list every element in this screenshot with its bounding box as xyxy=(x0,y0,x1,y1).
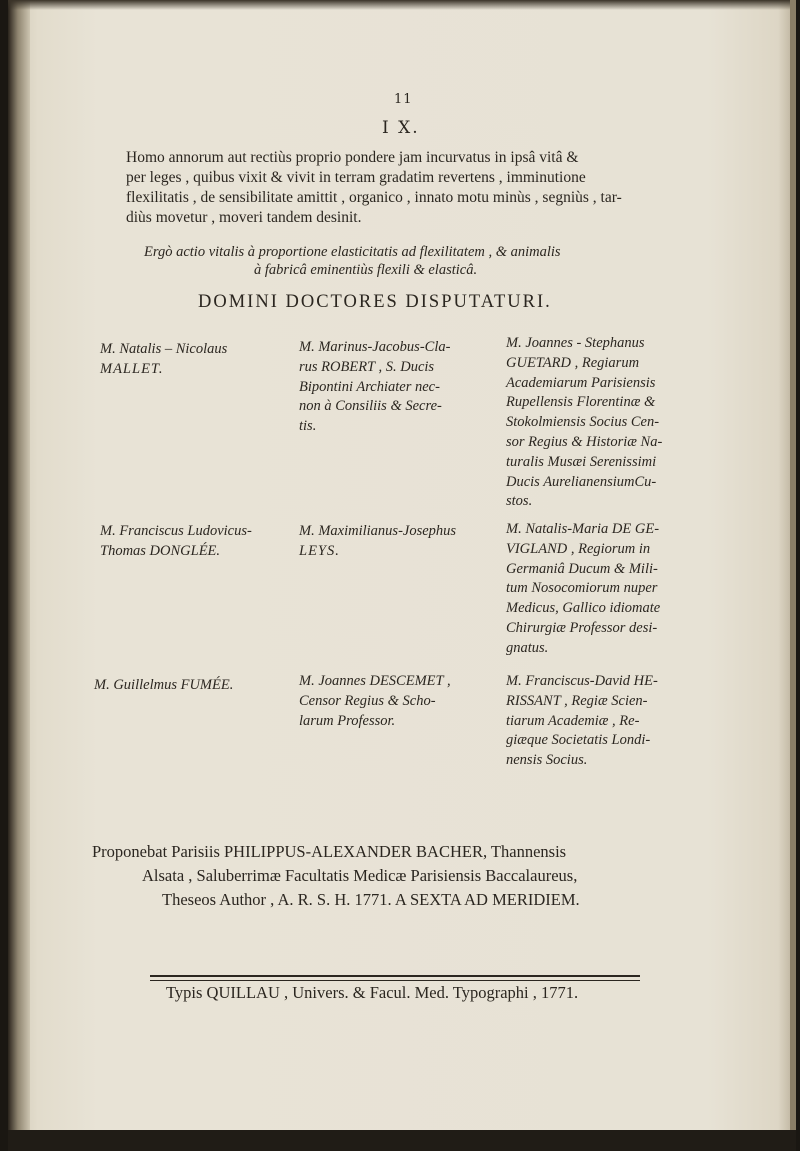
proponebat-line: Proponebat Parisiis PHILIPPUS-ALEXANDER BACHER, Thannensis xyxy=(92,842,567,861)
doctor-line: Germaniâ Ducum & Mili- xyxy=(506,560,658,577)
doctor-line: Chirurgiæ Professor desi- xyxy=(506,619,658,636)
imprint-rule-thin xyxy=(150,980,640,981)
doctor-line: gnatus. xyxy=(506,639,549,656)
doctor-line: nensis Socius. xyxy=(506,752,588,769)
doctor-line: tum Nosocomiorum nuper xyxy=(506,580,658,597)
doctor-line: M. Joannes DESCEMET , xyxy=(299,673,451,689)
doctor-line: GUETARD , Regiarum xyxy=(506,354,640,371)
doctor-line: M. Natalis – Nicolaus xyxy=(100,341,228,357)
doctor-entry xyxy=(506,520,660,659)
doctor-line: M. Guillelmus FUMÉE. xyxy=(94,677,234,693)
doctor-entry xyxy=(100,522,252,562)
page-right-edge xyxy=(790,0,796,1151)
doctor-entry xyxy=(299,672,451,731)
doctors-heading: DOMINI DOCTORES DISPUTATURI. xyxy=(198,292,552,312)
doctor-line: Stokolmiensis Socius Cen- xyxy=(506,414,660,431)
doctor-line: Ducis AurelianensiumCu- xyxy=(506,473,657,490)
page-bottom-shadow xyxy=(8,1130,796,1151)
doctor-line: M. Natalis-Maria DE GE- xyxy=(506,521,660,537)
thesis-number: I X. xyxy=(382,118,420,138)
doctor-line: Medicus, Gallico idiomate xyxy=(506,600,661,617)
doctor-line: Academiarum Parisiensis xyxy=(506,374,656,391)
doctor-line: stos. xyxy=(506,493,533,510)
book-page xyxy=(8,0,796,1151)
doctor-line: giæque Societatis Londi- xyxy=(506,732,651,749)
doctor-line: VIGLAND , Regiorum in xyxy=(506,540,651,557)
doctor-line: Bipontini Archiater nec- xyxy=(299,378,440,395)
doctor-entry xyxy=(299,338,450,437)
doctor-line: M. Franciscus-David HE- xyxy=(506,673,658,689)
page-top-shadow xyxy=(8,0,796,10)
doctor-line: Censor Regius & Scho- xyxy=(299,692,436,709)
thesis-line: per leges , quibus vixit & vivit in terram gradatim revertens , imminutione xyxy=(126,169,586,186)
doctor-entry xyxy=(94,676,233,696)
doctor-line: tiarum Academiæ , Re- xyxy=(506,712,640,729)
thesis-line: diùs movetur , moveri tandem desinit. xyxy=(126,209,362,226)
proponebat-line: Alsata , Saluberrimæ Facultatis Medicæ Parisiensis Baccalaureus, xyxy=(142,866,578,885)
doctor-line: Thomas DONGLÉE. xyxy=(100,542,221,559)
doctor-line: rus ROBERT , S. Ducis xyxy=(299,358,435,375)
conclusion-line: Ergò actio vitalis à proportione elasticitatis ad flexilitatem , & animalis xyxy=(144,244,561,260)
book-spine xyxy=(8,0,30,1151)
doctor-surname: MALLET. xyxy=(100,360,164,377)
doctor-line: Rupellensis Florentinæ & xyxy=(506,394,656,411)
conclusion-line: à fabricâ eminentiùs flexili & elasticâ. xyxy=(254,262,478,278)
doctor-line: sor Regius & Historiæ Na- xyxy=(506,433,663,450)
thesis-line: Homo annorum aut rectiùs proprio pondere jam incurvatus in ipsâ vitâ & xyxy=(126,149,579,166)
page-number: 11 xyxy=(394,92,413,107)
doctor-line: M. Marinus-Jacobus-Cla- xyxy=(299,339,451,355)
printer-imprint: Typis QUILLAU , Univers. & Facul. Med. Typographi , 1771. xyxy=(166,983,579,1002)
doctor-line: M. Joannes - Stephanus xyxy=(506,335,645,351)
doctor-surname: LEYS. xyxy=(299,542,340,559)
doctor-line: M. Franciscus Ludovicus- xyxy=(100,523,252,539)
doctor-line: M. Maximilianus-Josephus xyxy=(299,523,457,539)
doctor-entry xyxy=(299,522,456,562)
proponebat-line: Theseos Author , A. R. S. H. 1771. A SEXTA AD MERIDIEM. xyxy=(162,890,580,909)
doctor-line: larum Professor. xyxy=(299,712,396,729)
doctor-entry xyxy=(506,672,658,771)
doctor-line: tis. xyxy=(299,418,317,435)
doctor-entry xyxy=(100,340,227,380)
doctor-line: turalis Musæi Serenissimi xyxy=(506,453,657,470)
thesis-line: flexilitatis , de sensibilitate amittit , organico , innato motu minùs , segniùs , tar- xyxy=(126,189,622,206)
imprint-rule xyxy=(150,975,640,977)
doctor-line: RISSANT , Regiæ Scien- xyxy=(506,692,648,709)
doctor-entry xyxy=(506,334,662,512)
doctor-line: non à Consiliis & Secre- xyxy=(299,398,442,415)
